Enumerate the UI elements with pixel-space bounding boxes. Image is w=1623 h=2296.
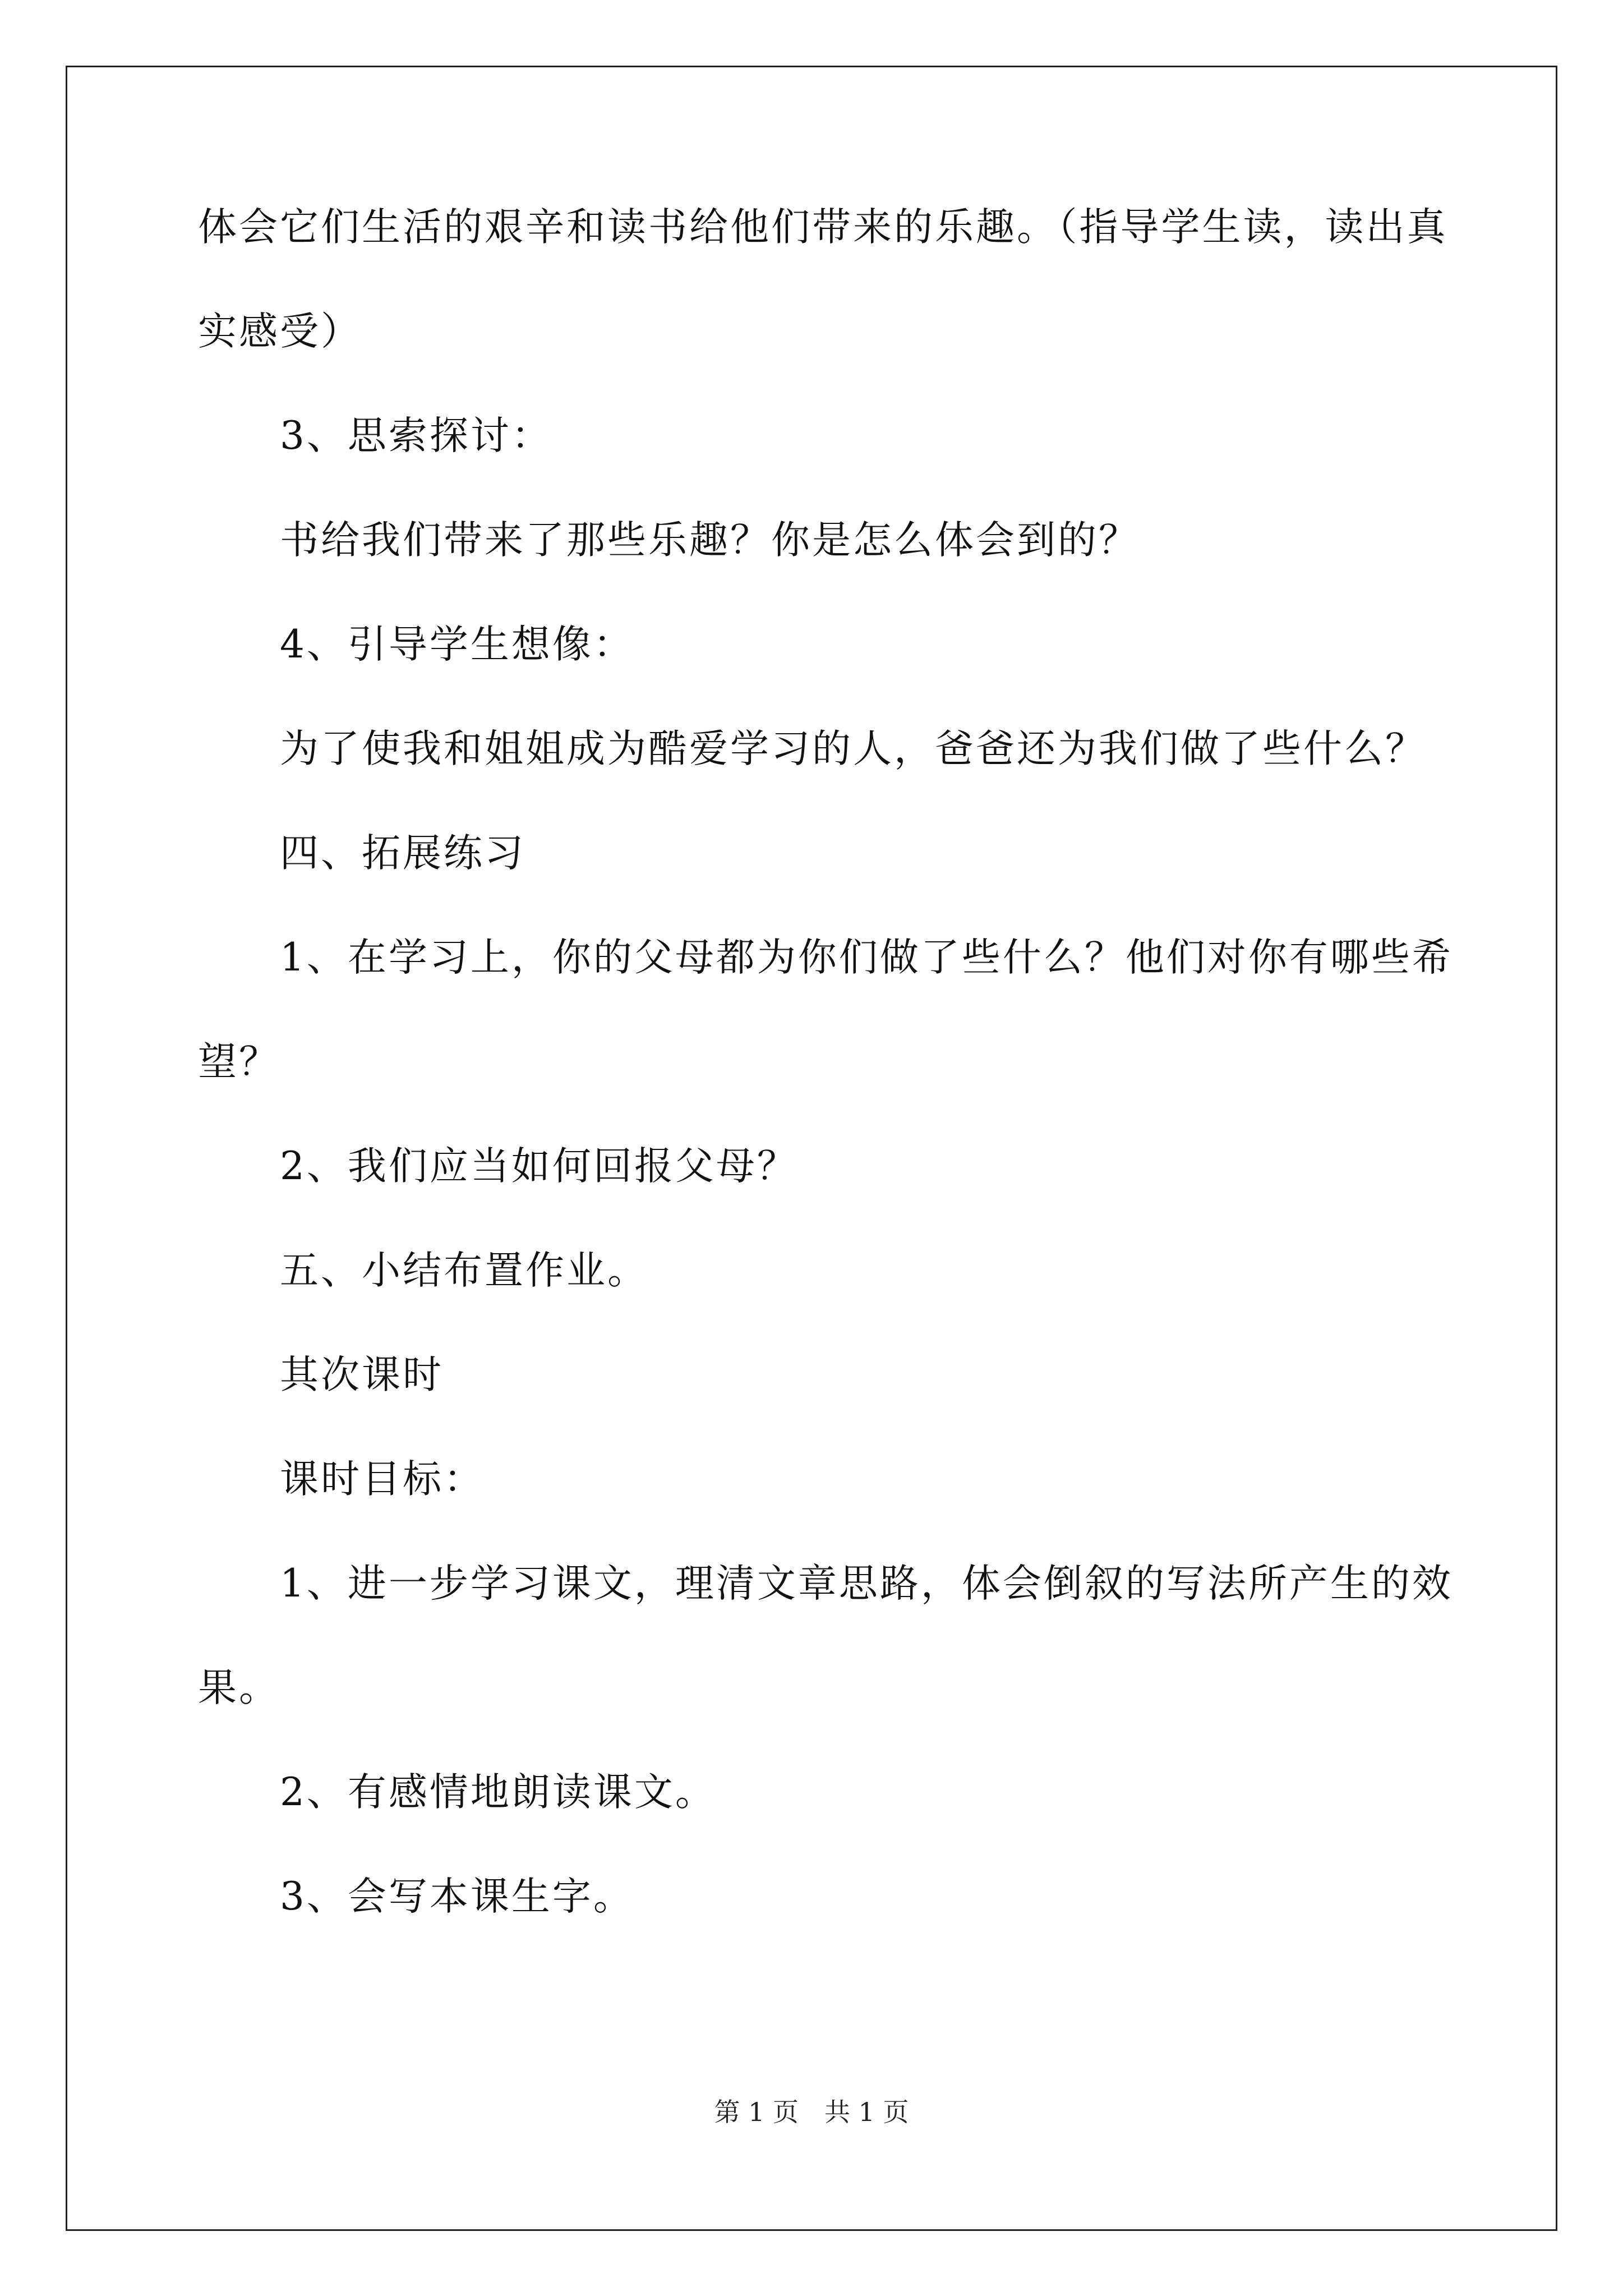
- text-line: 望？: [198, 1039, 280, 1084]
- section-heading: 3、思索探讨：: [280, 413, 552, 458]
- section-heading: 其次课时: [280, 1352, 444, 1397]
- section-heading: 五、小结布置作业。: [280, 1248, 648, 1293]
- text-line: 为了使我和姐姐成为酷爱学习的人，爸爸还为我们做了些什么？: [280, 726, 1426, 771]
- section-heading: 课时目标：: [280, 1457, 485, 1502]
- section-heading: 4、引导学生想像：: [280, 622, 634, 667]
- text-line: 2、我们应当如何回报父母？: [280, 1144, 798, 1189]
- text-line: 果。: [198, 1665, 280, 1710]
- text-line: 体会它们生活的艰辛和读书给他们带来的乐趣。（指导学生读，读出真: [198, 205, 1448, 250]
- text-line: 2、有感情地朗读课文。: [280, 1770, 716, 1815]
- text-line: 书给我们带来了那些乐趣？你是怎么体会到的？: [280, 518, 1140, 563]
- text-line: 3、会写本课生字。: [280, 1874, 634, 1919]
- section-heading: 四、拓展练习: [280, 831, 525, 876]
- text-line: 实感受）: [198, 309, 362, 354]
- text-line: 1、进一步学习课文，理清文章思路，体会倒叙的写法所产生的效: [280, 1561, 1453, 1606]
- text-line: 1、在学习上，你的父母都为你们做了些什么？他们对你有哪些希: [280, 935, 1453, 980]
- page-footer: 第 1 页 共 1 页: [714, 2097, 909, 2127]
